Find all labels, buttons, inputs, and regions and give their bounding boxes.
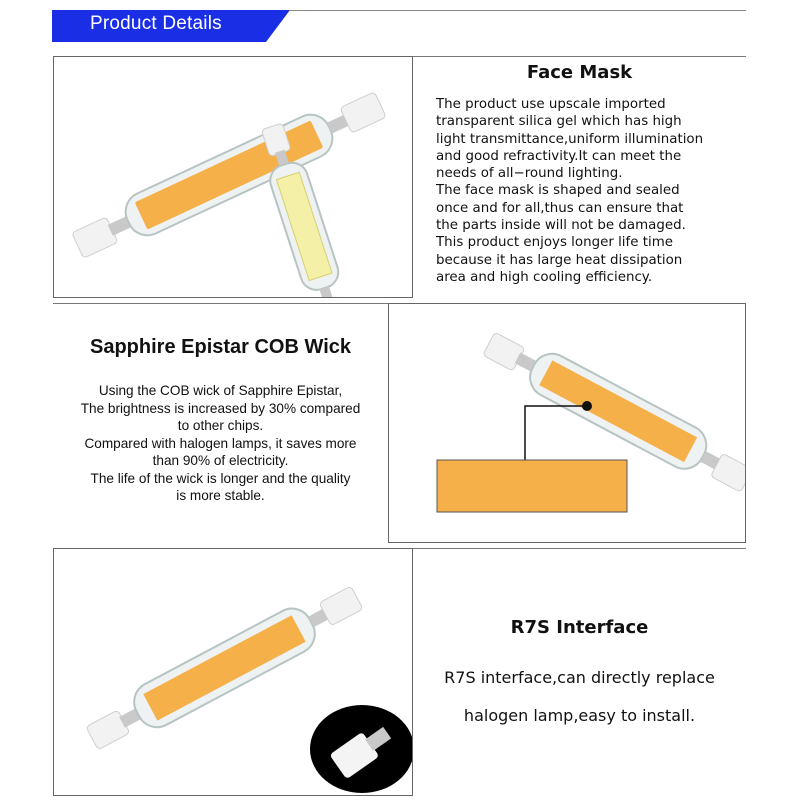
interface-line-2: halogen lamp,easy to install. — [463, 706, 696, 725]
face-mask-top-rule — [413, 56, 746, 57]
cob-wick-zoom-image — [389, 304, 745, 542]
cob-detail-image-frame — [388, 303, 746, 543]
interface-line-1: R7S interface,can directly replace — [444, 668, 715, 687]
face-mask-title: Face Mask — [526, 62, 633, 83]
interface-image-frame — [53, 548, 413, 796]
cob-top-rule — [53, 303, 388, 304]
face-mask-image-frame — [53, 56, 413, 298]
header-divider — [290, 10, 746, 11]
lamp-crossed-image — [54, 57, 412, 297]
interface-title: R7S Interface — [510, 617, 649, 638]
cob-wick-description: Using the COB wick of Sapphire Epistar, The brightness is increased by 30% compared to other chips. Compared with halogen lamps, it saves more than 90% of electricity. The life of the wick is longer and the quality is more stable. — [80, 383, 361, 503]
cob-wick-title: Sapphire Epistar COB Wick — [90, 336, 351, 358]
header-title: Product Details — [90, 13, 222, 34]
lamp-interface-image — [54, 549, 412, 795]
face-mask-description: The product use upscale imported transparent silica gel which has high light transmittance,uniform illumination and good refractivity.It can meet the needs of all−round lighting. The face mask is shaped and sealed once and for all,thus can ensure that the parts inside will not be damaged. This product enjoys longer life time because it has large heat dissipation area and high cooling efficiency. — [436, 97, 704, 285]
